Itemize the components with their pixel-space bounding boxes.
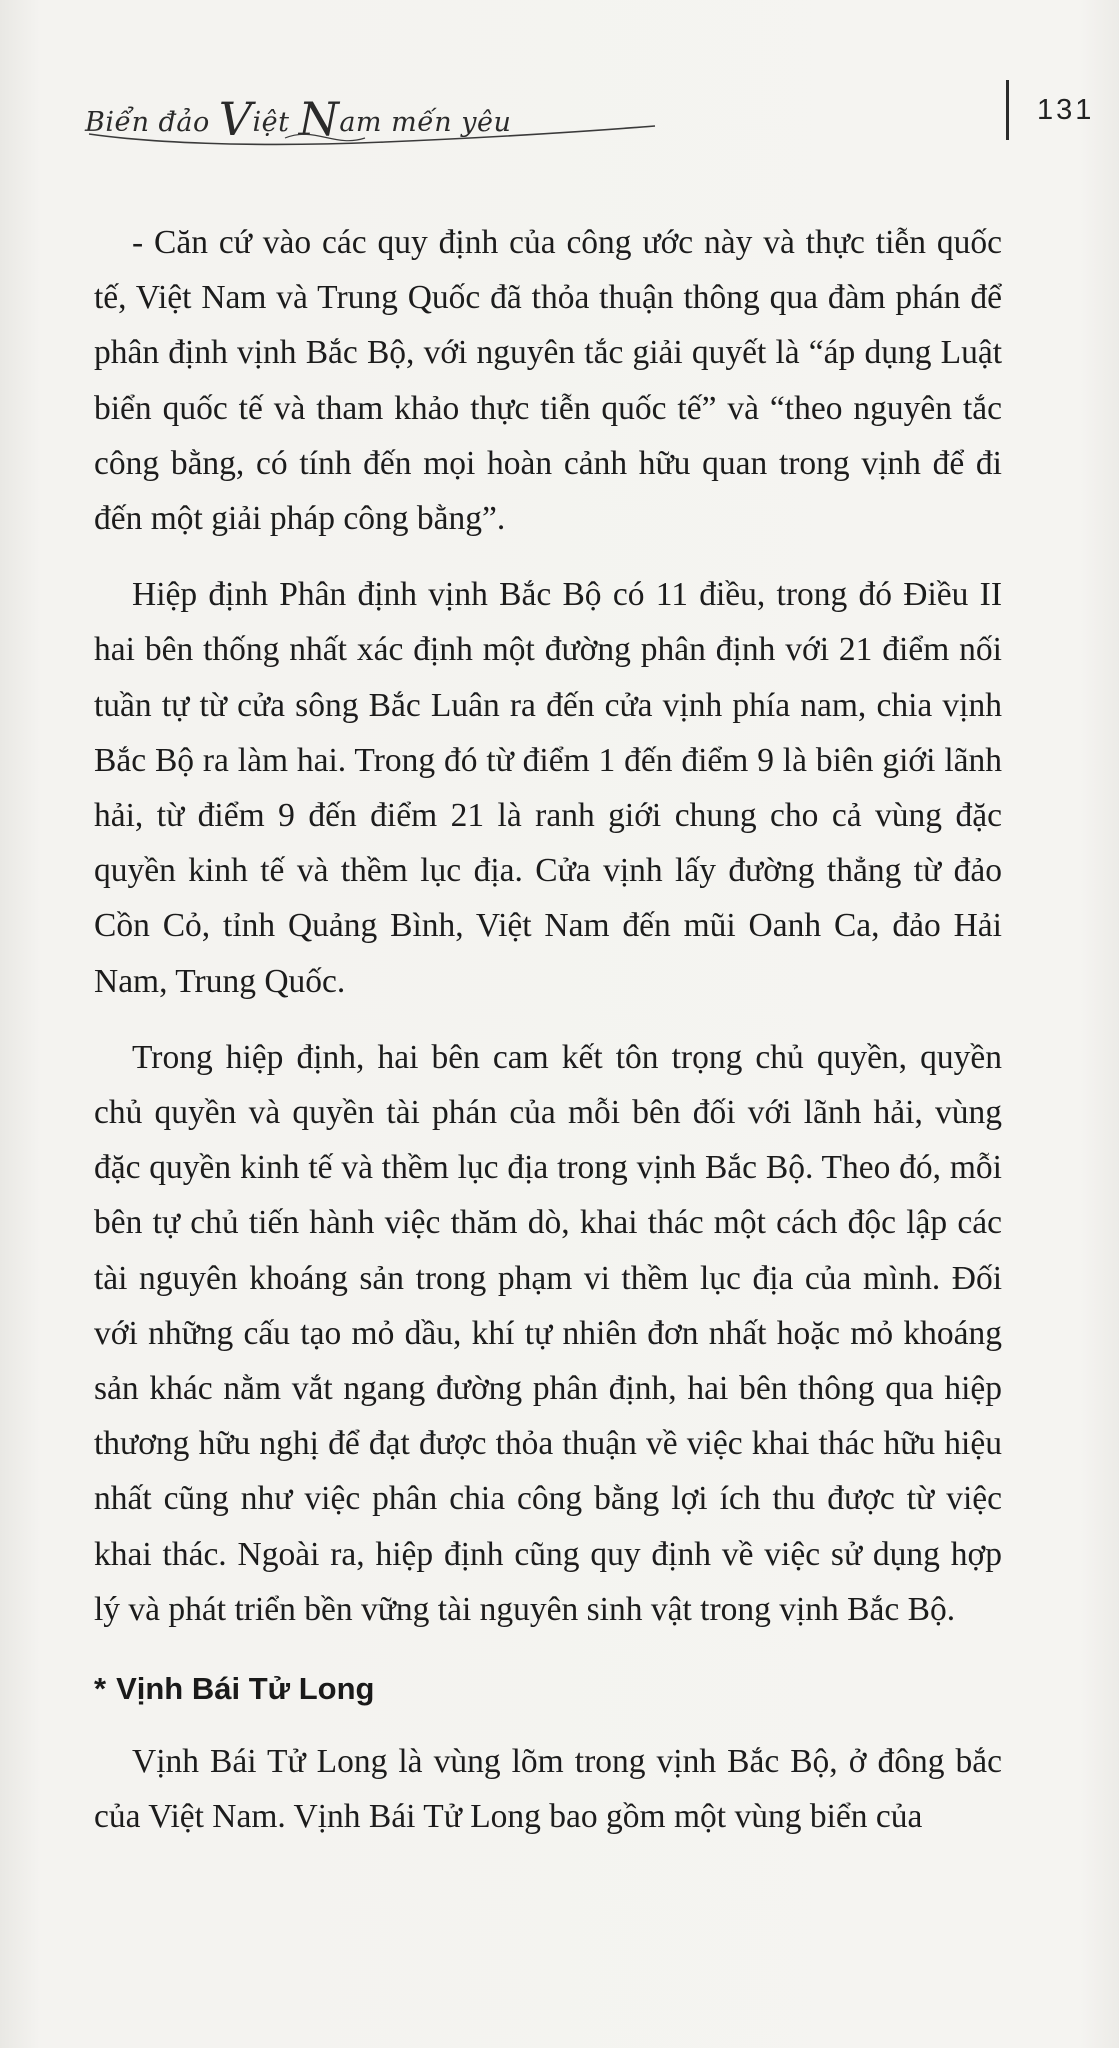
section-title: Vịnh Bái Tử Long: [116, 1671, 375, 1707]
running-title-part: iệt: [252, 107, 299, 138]
section-bullet: *: [94, 1671, 107, 1707]
header-divider-rule: [1006, 80, 1009, 140]
running-title-part: am mến yêu: [339, 107, 512, 138]
page-header: [85, 60, 1095, 150]
page-body: [94, 215, 1002, 1844]
paragraph: Vịnh Bái Tử Long là vùng lõm trong vịnh Bắc Bộ, ở đông bắc của Việt Nam. Vịnh Bái Tử Long bao gồm một vùng biển của: [94, 1743, 1002, 1836]
section-heading: [94, 1661, 1002, 1716]
running-title-initial: N: [298, 92, 340, 146]
paragraph: Trong hiệp định, hai bên cam kết tôn trọng chủ quyền, quyền chủ quyền và quyền tài phán của mỗi bên đối với lãnh hải, vùng đặc quyền kinh tế và thềm lục địa trong vịnh Bắc Bộ. Theo đó, mỗi bên tự chủ tiến hành việc thăm dò, khai thác một cách độc lập các tài nguyên khoáng sản trong phạm vi thềm lục địa của mình. Đối với những cấu tạo mỏ dầu, khí tự nhiên đơn nhất hoặc mỏ khoáng sản khác nằm vắt ngang đường phân định, hai bên thông qua hiệp thương hữu nghị để đạt được thỏa thuận về việc khai thác hữu hiệu nhất cũng như việc phân chia công bằng lợi ích thu được từ việc khai thác. Ngoài ra, hiệp định cũng quy định về việc sử dụng hợp lý và phát triển bền vững tài nguyên sinh vật trong vịnh Bắc Bộ.: [94, 1038, 1002, 1628]
paragraph: Hiệp định Phân định vịnh Bắc Bộ có 11 điều, trong đó Điều II hai bên thống nhất xác định một đường phân định với 21 điểm nối tuần tự từ cửa sông Bắc Luân ra đến cửa vịnh phía nam, chia vịnh Bắc Bộ ra làm hai. Trong đó từ điểm 1 đến điểm 9 là biên giới lãnh hải, từ điểm 9 đến điểm 21 là ranh giới chung cho cả vùng đặc quyền kinh tế và thềm lục địa. Cửa vịnh lấy đường thẳng từ đảo Cồn Cỏ, tỉnh Quảng Bình, Việt Nam đến mũi Oanh Ca, đảo Hải Nam, Trung Quốc.: [94, 576, 1002, 1000]
paragraph: - Căn cứ vào các quy định của công ước này và thực tiễn quốc tế, Việt Nam và Trung Quốc đã thỏa thuận thông qua đàm phán để phân định vịnh Bắc Bộ, với nguyên tắc giải quyết là “áp dụng Luật biển quốc tế và tham khảo thực tiễn quốc tế” và “theo nguyên tắc công bằng, có tính đến mọi hoàn cảnh hữu quan trong vịnh để đi đến một giải pháp công bằng”.: [94, 224, 1002, 538]
page-number: 131: [1037, 94, 1095, 126]
title-flourish-ornament: [85, 108, 665, 148]
running-title-initial: V: [218, 92, 253, 146]
running-title-part: Biển đảo: [85, 107, 219, 138]
